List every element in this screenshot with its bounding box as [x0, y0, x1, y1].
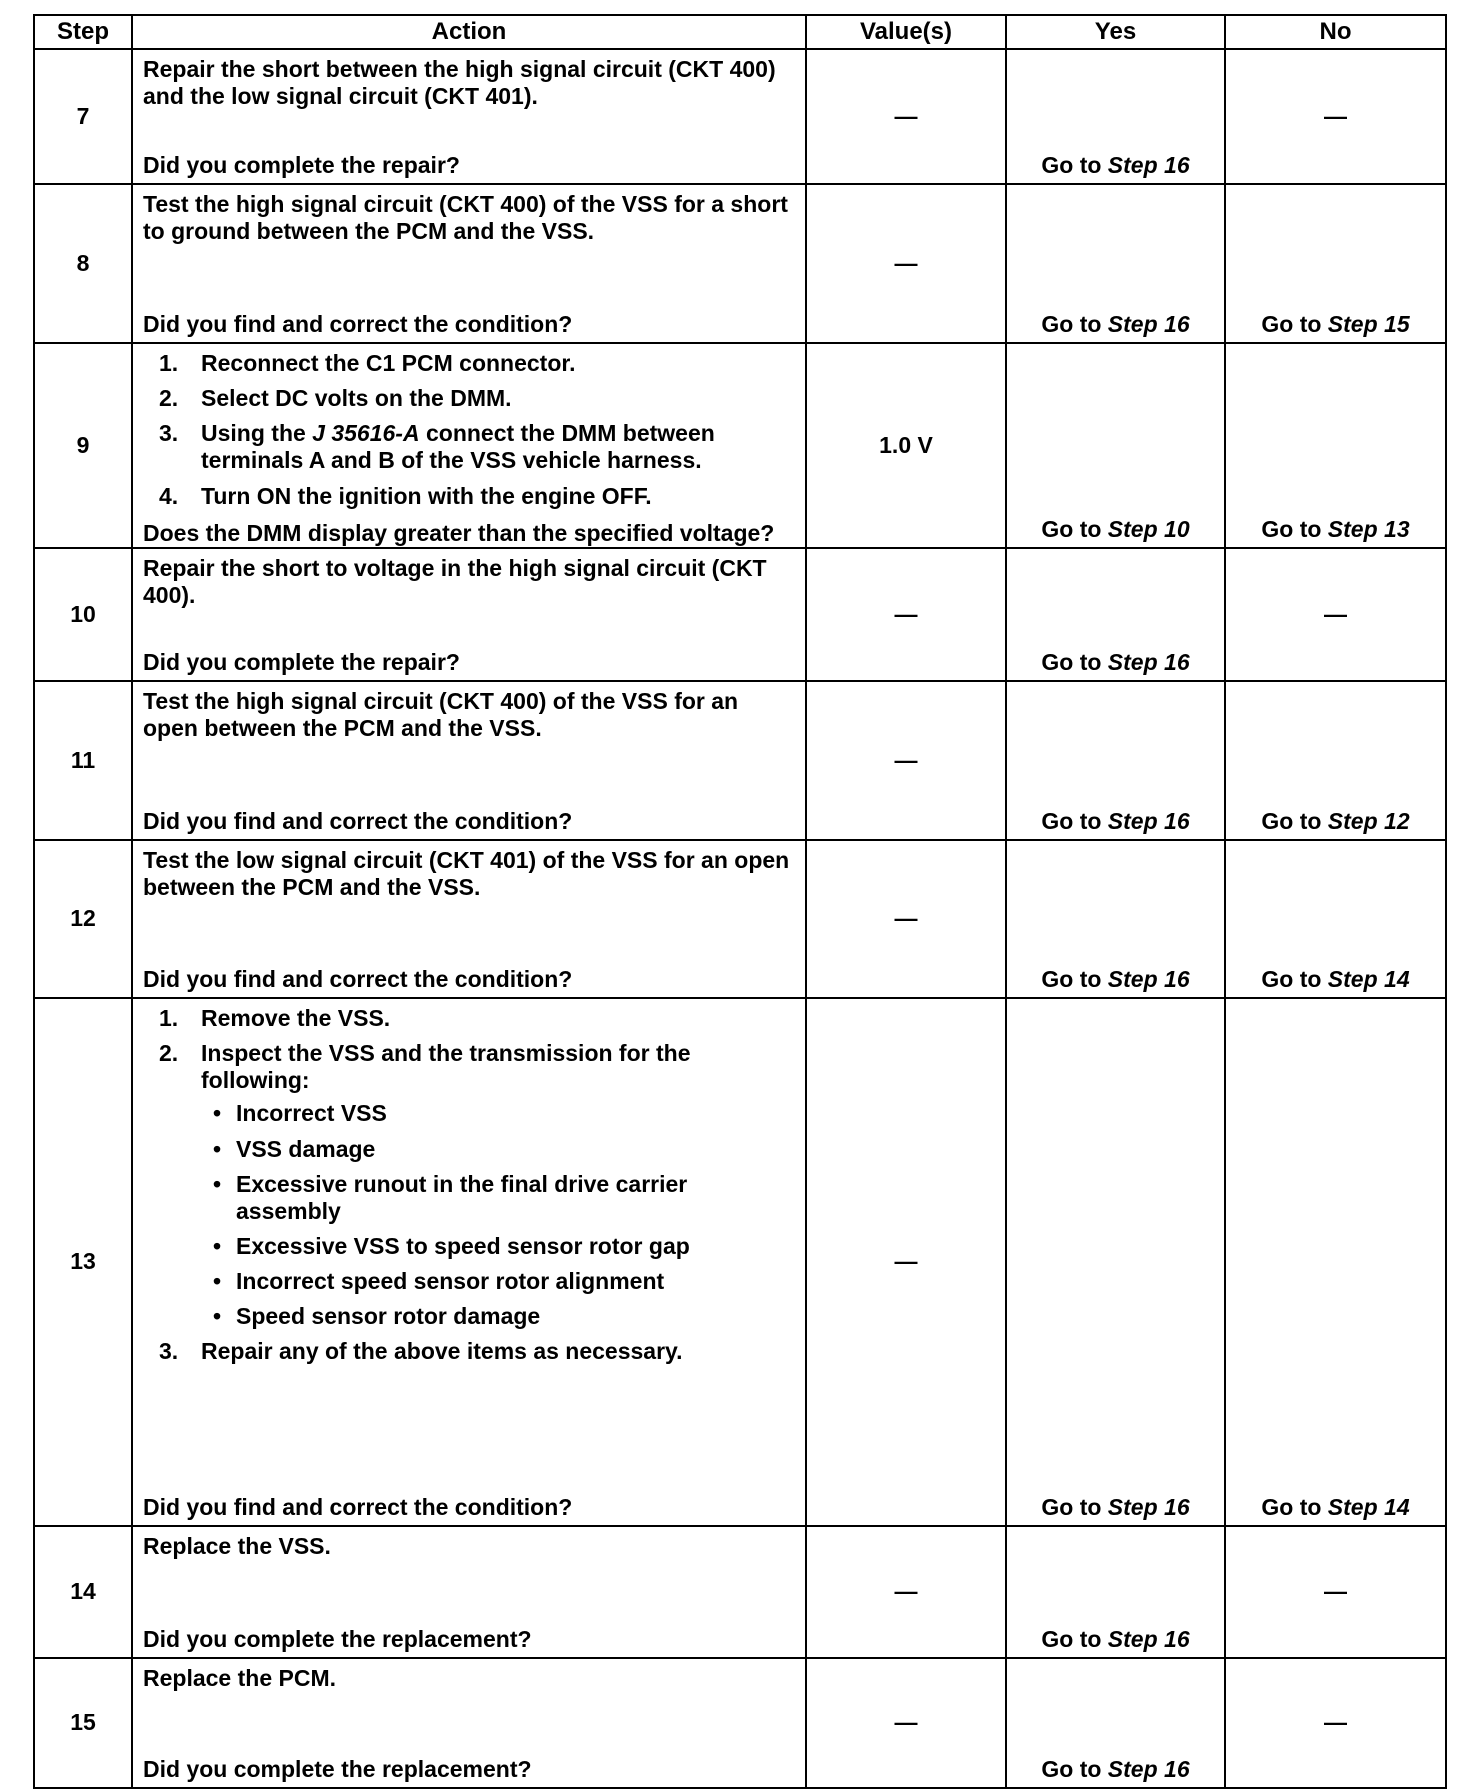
yes-step: Step 16 — [1107, 965, 1190, 992]
goto-prefix: Go to — [1261, 807, 1322, 834]
table-row — [34, 998, 1446, 1526]
inspection-item: • Excessive VSS to speed sensor rotor gap — [201, 1233, 795, 1260]
no-cell — [1225, 998, 1446, 1526]
goto-prefix: Go to — [1261, 515, 1322, 542]
yes-step: Step 16 — [1107, 151, 1190, 178]
header-step: Step — [34, 15, 132, 49]
action-steps — [143, 350, 795, 518]
goto-prefix: Go to — [1041, 515, 1102, 542]
value-cell: — — [806, 1658, 1006, 1788]
goto-prefix: Go to — [1261, 310, 1322, 337]
step-number: 13 — [34, 998, 132, 1526]
inspection-item: • Incorrect speed sensor rotor alignment — [201, 1268, 795, 1295]
action-cell — [132, 1658, 806, 1788]
action-text: Test the low signal circuit (CKT 401) of the VSS for an open between the PCM and the VSS. — [143, 847, 790, 901]
goto-prefix: Go to — [1041, 648, 1102, 675]
no-step: Step 14 — [1327, 965, 1410, 992]
table-row — [34, 1526, 1446, 1658]
no-step: Step 14 — [1327, 1493, 1410, 1520]
action-text: Test the high signal circuit (CKT 400) of the VSS for a short to ground between the PCM and the VSS. — [143, 191, 788, 245]
diagnostic-table — [33, 14, 1447, 1789]
header-no: No — [1225, 15, 1446, 49]
action-step-item: 3. Repair any of the above items as necessary. — [159, 1338, 683, 1365]
value-cell: — — [806, 49, 1006, 184]
step-number: 15 — [34, 1658, 132, 1788]
inspection-item: • Incorrect VSS — [201, 1100, 795, 1127]
action-step-item: 4. Turn ON the ignition with the engine OFF. — [159, 482, 652, 509]
yes-step: Step 16 — [1107, 310, 1190, 337]
action-step-item: 1. Reconnect the C1 PCM connector. — [159, 350, 576, 376]
yes-cell — [1006, 840, 1225, 998]
goto-prefix: Go to — [1261, 965, 1322, 992]
goto-prefix: Go to — [1041, 1755, 1102, 1782]
action-cell — [132, 548, 806, 681]
value-cell: — — [806, 548, 1006, 681]
table-row — [34, 840, 1446, 998]
goto-prefix: Go to — [1261, 1493, 1322, 1520]
tool-reference: J 35616-A — [312, 420, 420, 447]
action-question: Did you complete the repair? — [143, 648, 460, 675]
yes-cell — [1006, 548, 1225, 681]
action-step-item: 2. Inspect the VSS and the transmission for the following: • Incorrect VSS • VSS damage • Excessive runout in the final drive carrier assembly • Excessive VSS to speed sensor rotor gap • Incorrect speed sensor rotor alignment • Speed sensor rotor damage — [143, 1040, 795, 1330]
yes-cell — [1006, 1658, 1225, 1788]
table-row — [34, 184, 1446, 343]
yes-cell — [1006, 343, 1225, 548]
goto-prefix: Go to — [1041, 151, 1102, 178]
action-question: Did you find and correct the condition? — [143, 1493, 573, 1520]
goto-prefix: Go to — [1041, 1493, 1102, 1520]
action-text: Replace the PCM. — [143, 1665, 336, 1691]
action-cell — [132, 998, 806, 1526]
no-cell — [1225, 681, 1446, 840]
value-cell: — — [806, 1526, 1006, 1658]
table-row — [34, 681, 1446, 840]
action-cell — [132, 184, 806, 343]
yes-step: Step 16 — [1107, 1625, 1190, 1652]
step-number: 9 — [34, 343, 132, 548]
action-question: Did you complete the replacement? — [143, 1625, 532, 1652]
goto-prefix: Go to — [1041, 807, 1102, 834]
action-cell — [132, 681, 806, 840]
header-yes: Yes — [1006, 15, 1225, 49]
no-cell: — — [1225, 548, 1446, 681]
action-step-item: 1. Remove the VSS. — [159, 1005, 391, 1031]
yes-step: Step 16 — [1107, 648, 1190, 675]
step-number: 7 — [34, 49, 132, 184]
header-row — [34, 15, 1446, 49]
goto-prefix: Go to — [1041, 310, 1102, 337]
yes-step: Step 16 — [1107, 1493, 1190, 1520]
value-cell: — — [806, 184, 1006, 343]
no-cell: — — [1225, 49, 1446, 184]
step-number: 10 — [34, 548, 132, 681]
action-steps — [143, 1005, 795, 1373]
action-text: Replace the VSS. — [143, 1533, 331, 1559]
value-cell: 1.0 V — [806, 343, 1006, 548]
action-text: Test the high signal circuit (CKT 400) of the VSS for an open between the PCM and the VSS. — [143, 688, 739, 742]
action-question: Does the DMM display greater than the specified voltage? — [143, 519, 775, 546]
table-row — [34, 343, 1446, 548]
header-values: Value(s) — [806, 15, 1006, 49]
no-cell — [1225, 184, 1446, 343]
goto-prefix: Go to — [1041, 965, 1102, 992]
action-cell — [132, 49, 806, 184]
inspection-item: • VSS damage — [201, 1136, 795, 1163]
no-step: Step 15 — [1327, 310, 1410, 337]
yes-step: Step 10 — [1107, 515, 1190, 542]
table-row — [34, 548, 1446, 681]
action-text: Repair the short between the high signal circuit (CKT 400) and the low signal circuit (CKT 401). — [143, 56, 776, 110]
no-step: Step 12 — [1327, 807, 1410, 834]
no-step: Step 13 — [1327, 515, 1410, 542]
action-text: Repair the short to voltage in the high signal circuit (CKT 400). — [143, 555, 767, 609]
inspection-item: • Excessive runout in the final drive carrier assembly — [201, 1171, 795, 1225]
value-cell: — — [806, 681, 1006, 840]
action-step-item: 2. Select DC volts on the DMM. — [159, 385, 512, 412]
action-cell — [132, 1526, 806, 1658]
value-cell: — — [806, 998, 1006, 1526]
no-cell: — — [1225, 1658, 1446, 1788]
table-row — [34, 1658, 1446, 1788]
no-cell — [1225, 840, 1446, 998]
value-cell: — — [806, 840, 1006, 998]
action-question: Did you find and correct the condition? — [143, 965, 573, 992]
yes-cell — [1006, 49, 1225, 184]
action-step-item: 3. Using the J 35616-A connect the DMM between terminals A and B of the VSS vehicle harness. — [159, 420, 715, 474]
goto-prefix: Go to — [1041, 1625, 1102, 1652]
action-question: Did you find and correct the condition? — [143, 310, 573, 337]
header-action: Action — [132, 15, 806, 49]
action-question: Did you complete the replacement? — [143, 1755, 532, 1782]
yes-step: Step 16 — [1107, 807, 1190, 834]
no-cell: — — [1225, 1526, 1446, 1658]
action-question: Did you complete the repair? — [143, 151, 460, 178]
yes-step: Step 16 — [1107, 1755, 1190, 1782]
yes-cell — [1006, 998, 1225, 1526]
action-question: Did you find and correct the condition? — [143, 807, 573, 834]
yes-cell — [1006, 681, 1225, 840]
no-cell — [1225, 343, 1446, 548]
yes-cell — [1006, 184, 1225, 343]
inspection-list — [201, 1100, 795, 1330]
action-cell — [132, 840, 806, 998]
table-row — [34, 49, 1446, 184]
step-number: 8 — [34, 184, 132, 343]
inspection-item: • Speed sensor rotor damage — [201, 1303, 795, 1330]
action-cell — [132, 343, 806, 548]
yes-cell — [1006, 1526, 1225, 1658]
step-number: 14 — [34, 1526, 132, 1658]
step-number: 11 — [34, 681, 132, 840]
step-number: 12 — [34, 840, 132, 998]
